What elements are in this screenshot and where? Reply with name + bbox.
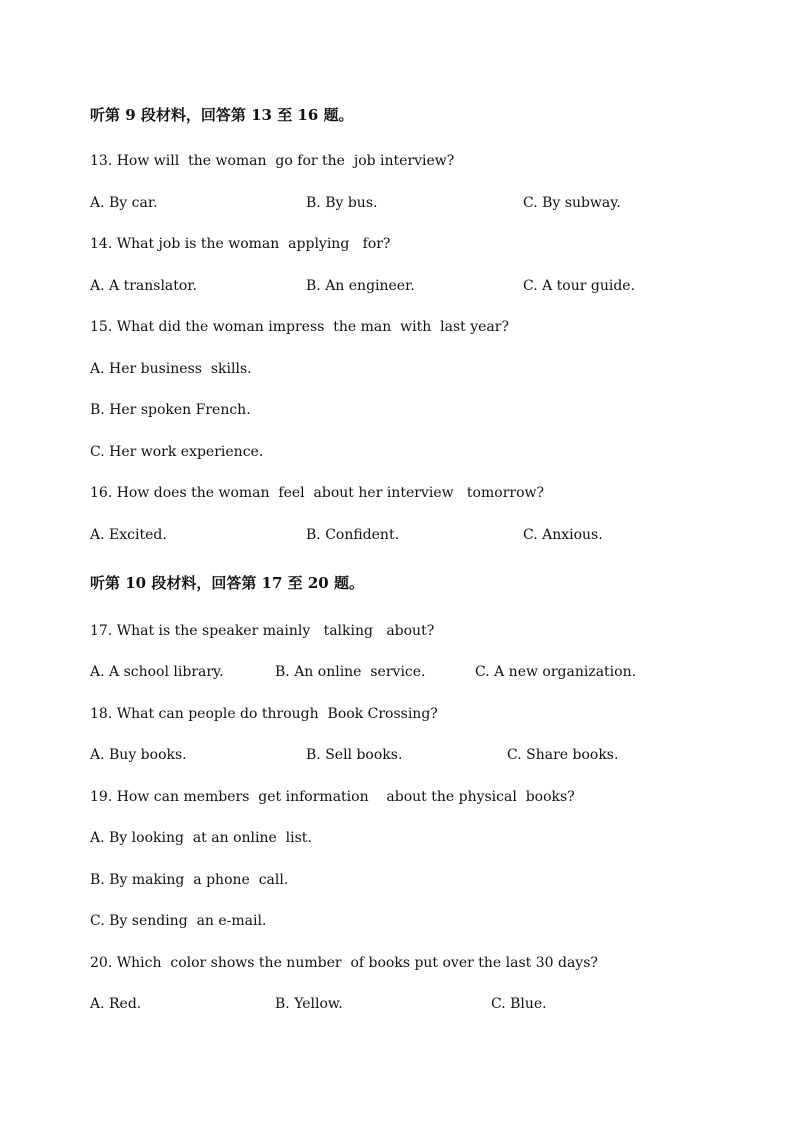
- option-c: C. By sending an e-mail.: [90, 913, 267, 929]
- option-b: B. By bus.: [306, 195, 378, 211]
- option-b: B. An engineer.: [306, 278, 415, 294]
- option-a: A. Her business skills.: [90, 361, 252, 377]
- question-stem: 15. What did the woman impress the man with last year?: [90, 319, 509, 335]
- option-a: A. By car.: [90, 195, 158, 211]
- option-b: B. Her spoken French.: [90, 402, 251, 418]
- option-a: A. Excited.: [90, 527, 167, 543]
- question-stem: 18. What can people do through Book Crossing?: [90, 706, 438, 722]
- option-c: C. A tour guide.: [523, 278, 636, 294]
- option-c: C. By subway.: [523, 195, 621, 211]
- option-a: A. A translator.: [90, 278, 197, 294]
- option-c: C. Blue.: [491, 996, 547, 1012]
- question-stem: 14. What job is the woman applying for?: [90, 236, 391, 252]
- option-a: A. Buy books.: [90, 747, 187, 763]
- option-b: B. Sell books.: [306, 747, 403, 763]
- option-a: A. Red.: [90, 996, 142, 1012]
- section-heading: 听第 9 段材料，回答第 13 至 16 题。: [90, 106, 354, 124]
- option-b: B. Yellow.: [275, 996, 343, 1012]
- option-c: C. Share books.: [507, 747, 619, 763]
- question-stem: 17. What is the speaker mainly talking about?: [90, 623, 435, 639]
- option-b: B. An online service.: [275, 664, 426, 680]
- option-a: A. By looking at an online list.: [90, 830, 312, 846]
- question-stem: 16. How does the woman feel about her interview tomorrow?: [90, 485, 544, 501]
- section-heading: 听第 10 段材料，回答第 17 至 20 题。: [90, 574, 364, 592]
- option-a: A. A school library.: [90, 664, 224, 680]
- option-b: B. Confident.: [306, 527, 400, 543]
- option-c: C. A new organization.: [475, 664, 637, 680]
- option-b: B. By making a phone call.: [90, 872, 289, 888]
- option-c: C. Her work experience.: [90, 444, 264, 460]
- question-stem: 20. Which color shows the number of books put over the last 30 days?: [90, 955, 598, 971]
- option-c: C. Anxious.: [523, 527, 603, 543]
- question-stem: 19. How can members get information about the physical books?: [90, 789, 575, 805]
- question-stem: 13. How will the woman go for the job interview?: [90, 153, 455, 169]
